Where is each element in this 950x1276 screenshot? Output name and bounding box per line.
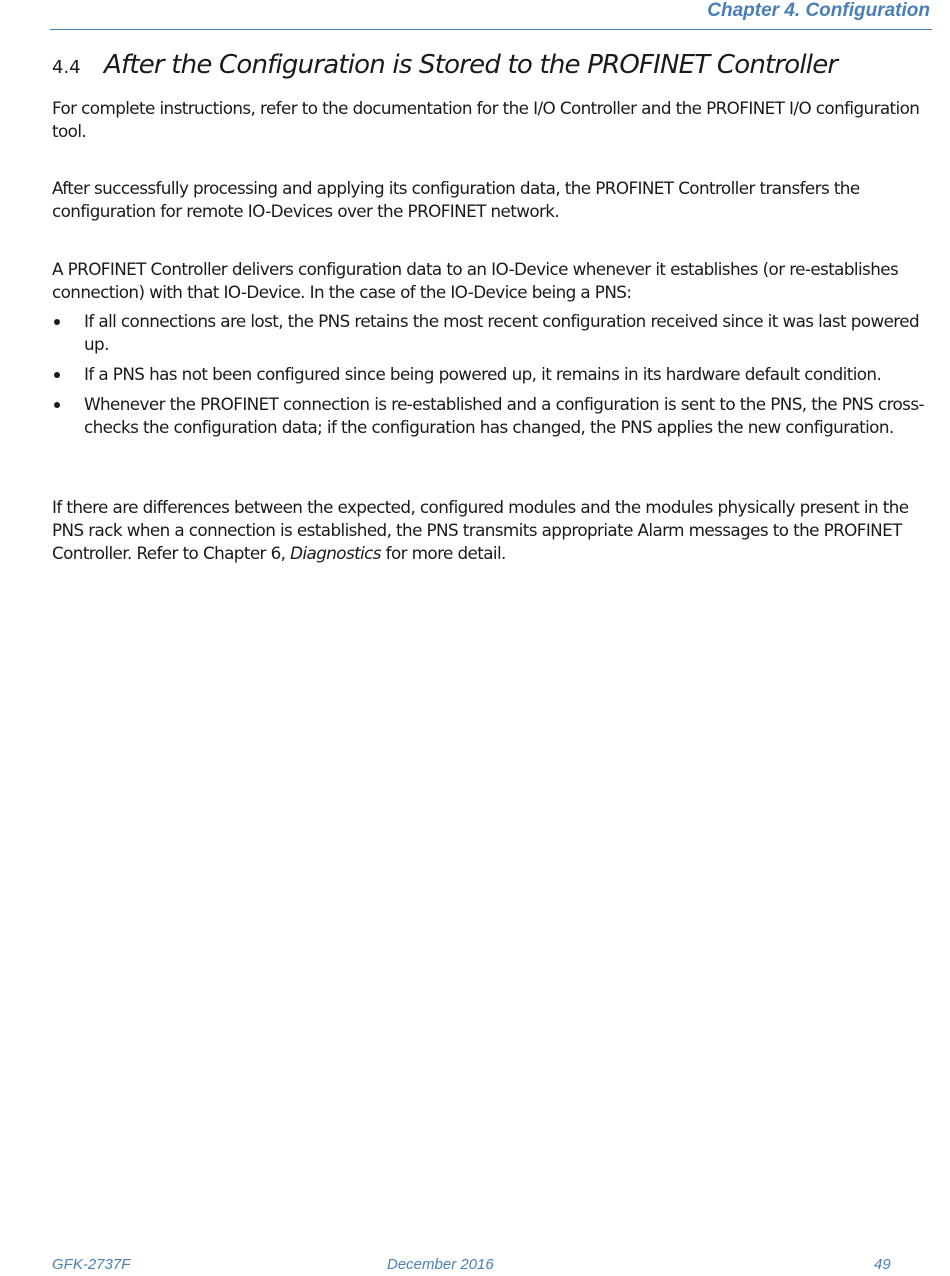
paragraph-differences-tail: for more detail. (380, 543, 506, 563)
section-heading (52, 50, 932, 80)
bullet-icon (54, 319, 60, 325)
diagnostics-reference: Diagnostics (290, 543, 381, 563)
paragraph-configuration-delivery: A PROFINET Controller delivers configuration data to an IO-Device whenever it establishes (or re-establishes connection) with that IO-Device. In the case of the IO-Device being a PNS: (52, 259, 899, 302)
bullet-icon (54, 372, 60, 378)
footer-date: December 2016 (387, 1256, 494, 1273)
list-item (52, 310, 932, 356)
list-item-text: Whenever the PROFINET connection is re-established and a configuration is sent to the PNS, the PNS cross-checks the configuration data; if the configuration has changed, the PNS applies the new configuration. (84, 394, 924, 437)
footer-doc-id: GFK-2737F (52, 1256, 131, 1273)
list-item-text: If a PNS has not been configured since being powered up, it remains in its hardware default condition. (84, 364, 882, 384)
paragraph-differences (52, 496, 924, 565)
bullet-icon (54, 402, 60, 408)
section-title: After the Configuration is Stored to the PROFINET Controller (104, 50, 838, 80)
footer-page-number: 49 (874, 1256, 891, 1273)
paragraph-configuration-transfer: After successfully processing and applying its configuration data, the PROFINET Controller transfers the configuration for remote IO-Devices over the PROFINET network. (52, 178, 860, 221)
list-item (52, 393, 932, 439)
section-number: 4.4 (52, 57, 81, 78)
paragraph-differences-text: If there are differences between the expected, configured modules and the modules physically present in the PNS rack when a connection is established, the PNS transmits appropriate Alarm messages to the PROFINET Controller. Refer to Chapter 6, (52, 497, 909, 563)
header-rule (50, 29, 932, 30)
bullet-list (52, 310, 932, 446)
list-item-text: If all connections are lost, the PNS retains the most recent configuration received since it was last powered up. (84, 311, 920, 354)
running-header-chapter-title: Chapter 4. Configuration (707, 0, 930, 21)
list-item (52, 363, 932, 386)
paragraph-instructions: For complete instructions, refer to the documentation for the I/O Controller and the PROFINET I/O configuration tool. (52, 98, 920, 141)
